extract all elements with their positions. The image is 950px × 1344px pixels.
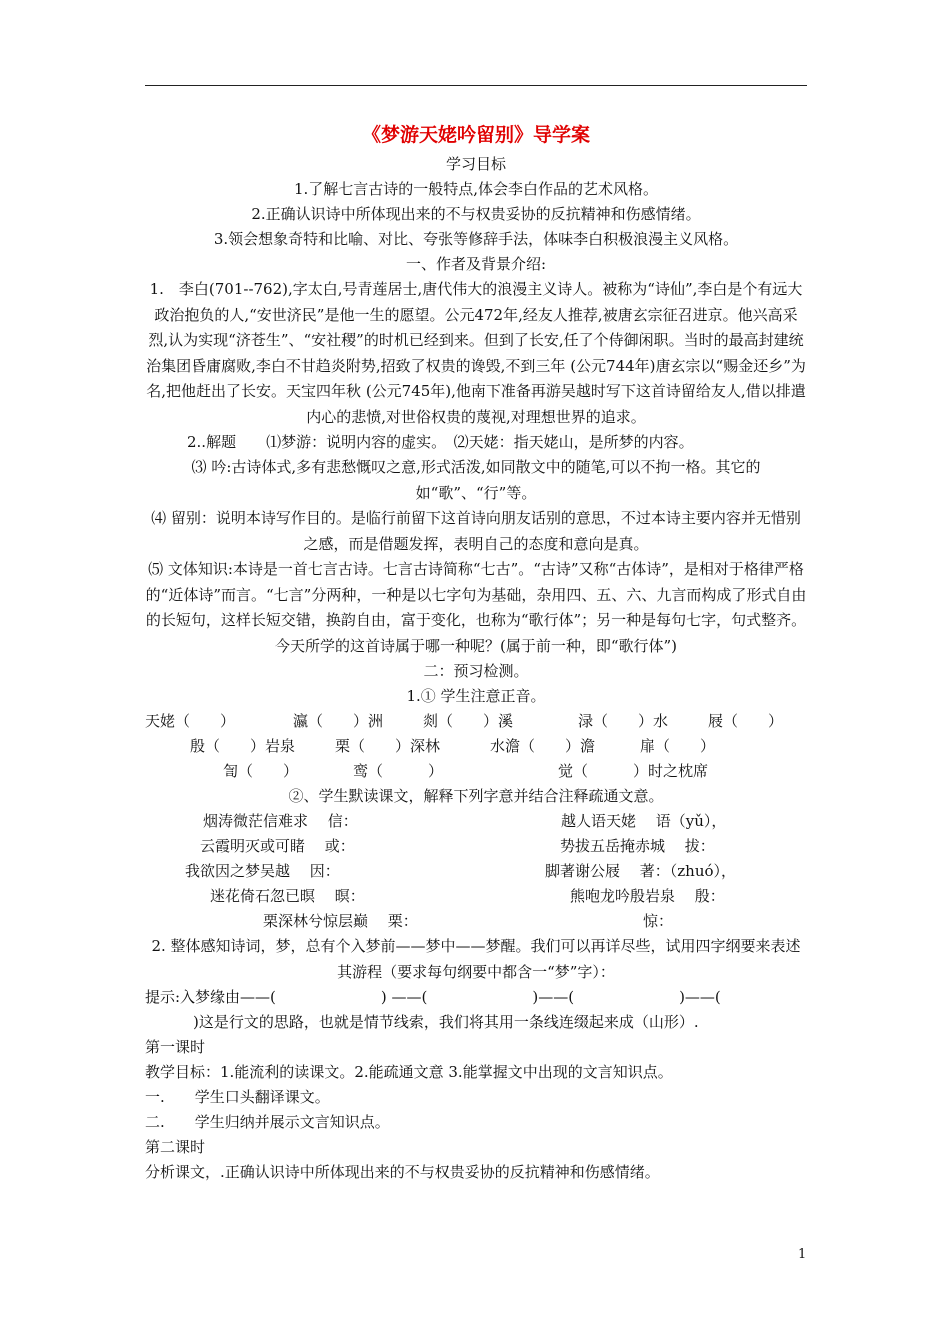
- pron-item: 屐（ ）: [708, 712, 784, 730]
- pron-item: 殷（ ）岩泉: [190, 737, 296, 755]
- author-paragraph: 1. 李白(701--762),字太白,号青莲居士,唐代伟大的浪漫主义诗人。被称为“诗仙”,李白是个有远大政治抱负的人,“安世济民”是他一生的愿望。公元472年,经友人推荐,被唐玄宗征召进京。他兴高采烈,认为实现“济苍生”、“安社稷”的时机已经到来。但到了长安,任了个侍御闲职。当时的最高封建统治集团昏庸腐败,李白不甘趋炎附势,招致了权贵的谗毁,不到三年 (公元744年)唐玄宗以“赐金还乡”为名,把他赶出了长安。天宝四年秋 (公元745年),他南下准备再游吴越时写下这首诗留给友人,借以排遣内心的悲愤,对世俗权贵的蔑视,对理想世界的追求。: [146, 280, 806, 426]
- explain-item: 熊咆龙吟殷岩泉 殷：: [570, 887, 725, 905]
- goal-item-2: 2.正确认识诗中所体现出来的不与权贵妥协的反抗精神和伤感情绪。: [251, 205, 701, 223]
- jieti-line: 2..解题 ⑴梦游：说明内容的虚实。 ⑵天姥：指天姥山，是所梦的内容。: [187, 433, 694, 451]
- pronunciation-row-1: [145, 709, 807, 734]
- explain-item: 迷花倚石忽已暝 暝：: [210, 887, 365, 905]
- pron-item: 天姥（ ）: [145, 712, 236, 730]
- lesson1-heading: 第一课时: [145, 1038, 206, 1056]
- pronunciation-row-2: [145, 734, 807, 759]
- lesson1-goal: 教学目标：1.能流利的读课文。2.能疏通文意 3.能掌握文中出现的文言知识点。: [145, 1063, 673, 1081]
- explain-item: 越人语天姥 语（yǔ），: [561, 812, 727, 830]
- explain-row-4: [145, 884, 807, 909]
- page-number: 1: [798, 1247, 807, 1262]
- explain-row-5: [145, 909, 807, 934]
- pron-item: 鸾（ ）: [353, 762, 444, 780]
- lesson1-step-2: 二. 学生归纳并展示文言知识点。: [145, 1113, 390, 1131]
- pronunciation-row-3: [145, 759, 807, 784]
- document-body: [145, 120, 807, 1185]
- explain-item: 云霞明灭或可睹 或：: [200, 837, 355, 855]
- pronunciation-subheading: 1.① 学生注意正音。: [406, 687, 546, 705]
- explain-item: 惊：: [643, 912, 674, 930]
- yin-paragraph: ⑶ 吟:古诗体式,多有悲愁慨叹之意,形式活泼,如同散文中的随笔,可以不拘一格。其它的如“歌”、“行”等。: [191, 458, 761, 502]
- goal-item-3: 3.领会想象奇特和比喻、对比、夸张等修辞手法，体味李白积极浪漫主义风格。: [213, 230, 739, 248]
- explain-row-3: [145, 859, 807, 884]
- wenti-paragraph: ⑸ 文体知识:本诗是一首七言古诗。七言古诗简称“七古”。“古诗”又称“古体诗”，是相对于格律严格的“近体诗”而言。“七言”分两种，一种是以七字句为基础，杂用四、五、六、九言而构成了形式自由的长短句，这样长短交错，换韵自由，富于变化，也称为“歌行体”；另一种是每句七字，句式整齐。今天所学的这首诗属于哪一种呢？(属于前一种，即“歌行体”): [145, 560, 807, 655]
- pron-item: 剡（ ）溪: [423, 712, 514, 730]
- section1-heading: 一、作者及背景介绍:: [405, 255, 547, 273]
- header-rule: [145, 85, 807, 86]
- hint-line-2: )这是行文的思路，也就是情节线索，我们将其用一条线连缀起来成（山形）.: [193, 1013, 699, 1031]
- goal-item-1: 1.了解七言古诗的一般特点,体会李白作品的艺术风格。: [293, 180, 659, 198]
- goals-heading: 学习目标: [445, 155, 506, 173]
- explain-subheading: ②、学生默读课文，解释下列字意并结合注释疏通文意。: [288, 787, 664, 805]
- explain-item: 我欲因之梦吴越 因：: [185, 862, 340, 880]
- page-title: 《梦游天姥吟留别》导学案: [361, 124, 590, 146]
- pron-item: 渌（ ）水: [578, 712, 669, 730]
- liubie-paragraph: ⑷ 留别：说明本诗写作目的。是临行前留下这首诗向朋友话别的意思，不过本诗主要内容并无惜别之感，而是借题发挥，表明自己的态度和意向是真。: [151, 509, 801, 553]
- explain-item: 烟涛微茫信难求 信：: [203, 812, 358, 830]
- explain-row-2: [145, 834, 807, 859]
- explain-item: 栗深林兮惊层巅 栗：: [263, 912, 418, 930]
- pron-item: 觉（ ）时之枕席: [558, 762, 709, 780]
- overview-paragraph: 2. 整体感知诗词，梦，总有个入梦前——梦中——梦醒。我们可以再详尽些，试用四字纲要来表述其游程（要求每句纲要中都含一“梦”字）：: [151, 937, 801, 981]
- pron-item: 栗（ ）深林: [335, 737, 441, 755]
- explain-item: 脚著谢公屐 著：（zhuó），: [545, 862, 737, 880]
- pron-item: 瀛（ ）洲: [293, 712, 384, 730]
- lesson1-step-1: 一. 学生口头翻译课文。: [145, 1088, 330, 1106]
- pron-item: 訇（ ）: [223, 762, 299, 780]
- explain-row-1: [145, 809, 807, 834]
- pron-item: 水澹（ ）澹: [490, 737, 596, 755]
- hint-line: 提示:入梦缘由——( ) ——( )——( )——(: [145, 988, 721, 1006]
- explain-item: 势拔五岳掩赤城 拔：: [560, 837, 715, 855]
- section2-heading: 二：预习检测。: [423, 662, 529, 680]
- lesson2-text: 分析课文，.正确认识诗中所体现出来的不与权贵妥协的反抗精神和伤感情绪。: [145, 1163, 660, 1181]
- lesson2-heading: 第二课时: [145, 1138, 206, 1156]
- pron-item: 扉（ ）: [640, 737, 716, 755]
